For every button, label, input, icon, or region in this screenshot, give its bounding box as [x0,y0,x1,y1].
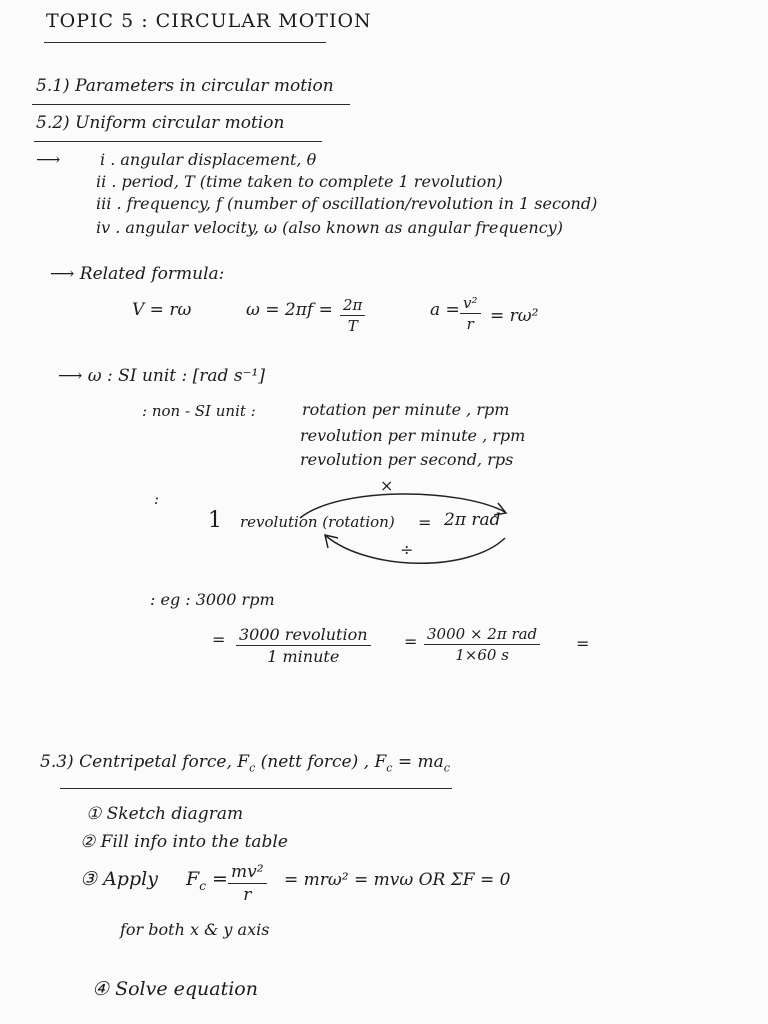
formula-a-numerator: v² [460,296,481,314]
param-item-angular-velocity: iv . angular velocity, ω (also known as angular frequency) [96,218,563,237]
conversion-equals: = [418,513,432,532]
example-numerator-2: 3000 × 2π rad [424,627,540,645]
step-1-sketch-diagram: ① Sketch diagram [86,804,244,824]
step-3-f-sub: c [199,878,206,893]
section-5-3-eq-sub: c [443,761,450,775]
step-3-fraction [228,864,267,904]
conversion-one: 1 [208,508,222,533]
param-item-period: ii . period, T (time taken to complete 1 revolution) [96,172,503,191]
section-5-3-heading [40,754,450,773]
conversion-colon: : [154,490,160,508]
section-5-3-prefix: 5.3) Centripetal force, F [40,752,250,772]
example-fraction-1 [236,627,371,665]
param-item-frequency: iii . frequency, f (number of oscillation/revolution in 1 second) [96,194,598,213]
related-formula-heading: ⟶ Related formula: [50,264,225,284]
si-unit-line: ⟶ ω : SI unit : [rad s⁻¹] [58,366,265,386]
section-5-3-suffix: (nett force) , F [255,752,387,772]
formula-a-denominator: r [466,315,474,333]
section-5-3-eq: = ma [392,752,444,772]
formula-omega-numerator: 2π [340,298,365,316]
axis-note: for both x & y axis [120,920,270,939]
formula-omega-lhs: ω = 2πf = [246,300,333,320]
divide-symbol: ÷ [400,540,414,559]
example-denominator-2: 1×60 s [455,646,509,664]
example-eq-3: = [576,634,590,653]
conversion-2pi-rad: 2π rad [444,510,501,530]
formula-v-rw: V = rω [132,300,192,320]
section-5-3-underline [60,788,452,789]
non-si-unit-label: : non - SI unit : [142,402,256,420]
example-label: : eg : 3000 rpm [150,590,275,609]
non-si-unit-revolution-minute: revolution per minute , rpm [300,426,526,445]
formula-omega-denominator: T [347,317,358,335]
example-eq-2: = [404,632,418,651]
params-arrow-icon: ⟶ [36,150,61,170]
formula-a-lhs: a = [430,300,460,320]
non-si-unit-revolution-second: revolution per second, rps [300,450,514,469]
step-3-fc [186,870,228,892]
step-2-fill-info: ② Fill info into the table [80,832,288,852]
conversion-revolution-rotation: revolution (rotation) [240,513,395,531]
arrow-divide-curve [326,536,505,563]
step-4-solve: ④ Solve equation [92,978,258,1000]
step-3-rest: = mrω² = mvω OR ΣF = 0 [284,870,511,890]
non-si-unit-rotation: rotation per minute , rpm [302,400,510,419]
formula-a-rhs: = rω² [490,306,539,326]
step-3-numerator: mv² [228,864,267,884]
param-item-angular-displacement: i . angular displacement, θ [100,150,317,169]
step-3-denominator: r [243,885,252,905]
section-5-1-heading: 5.1) Parameters in circular motion [36,76,334,96]
step-3-apply: ③ Apply [80,868,158,890]
example-denominator-1: 1 minute [267,647,340,666]
example-numerator-1: 3000 revolution [236,627,371,646]
section-5-3-sub-2: c [386,761,393,775]
page-title: TOPIC 5 : CIRCULAR MOTION [46,10,372,32]
times-symbol: × [380,476,394,495]
example-eq-1: = [212,630,226,649]
section-5-2-heading: 5.2) Uniform circular motion [36,113,285,133]
section-5-3-sub: c [249,761,256,775]
step-3-eq: = [205,868,228,890]
example-fraction-2 [424,627,540,663]
step-3-f: F [186,868,200,890]
